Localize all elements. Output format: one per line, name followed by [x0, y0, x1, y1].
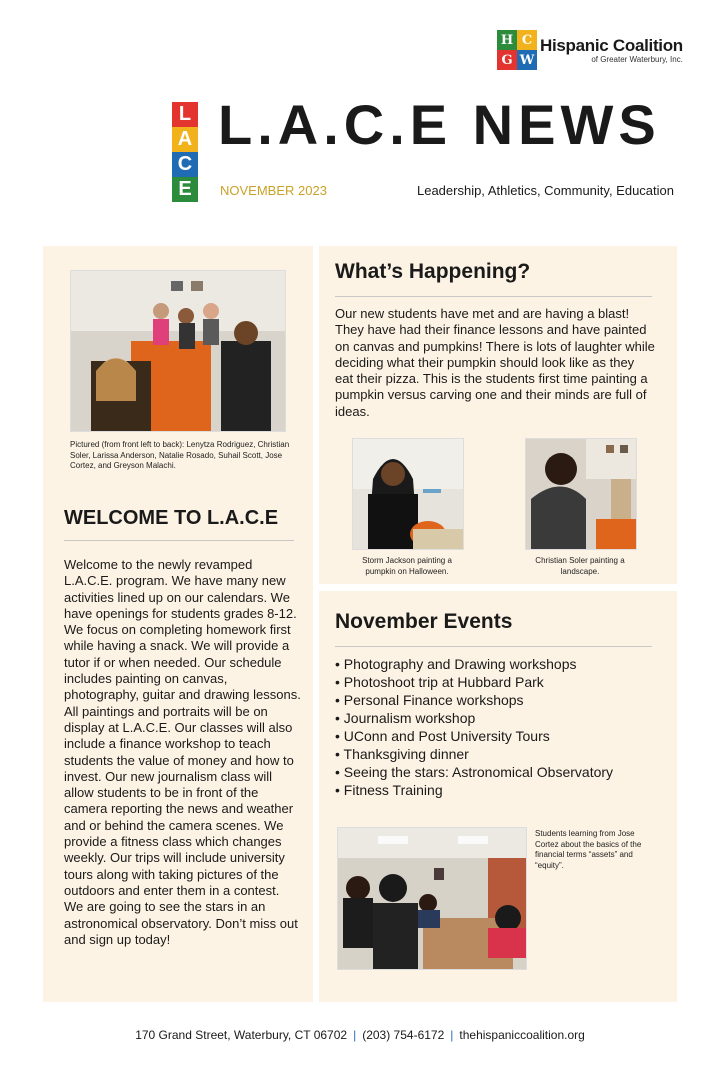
lace-block-l: L — [172, 102, 198, 127]
lace-block-a: A — [172, 127, 198, 152]
footer-separator: | — [353, 1028, 357, 1042]
logo-letter-h: H — [497, 30, 517, 50]
landscape-painting-photo — [525, 438, 637, 550]
lace-letter-blocks — [172, 102, 198, 202]
event-item: • Photoshoot trip at Hubbard Park — [335, 673, 613, 691]
event-item: • UConn and Post University Tours — [335, 727, 613, 745]
event-item: • Personal Finance workshops — [335, 691, 613, 709]
pumpkin-painting-photo — [352, 438, 464, 550]
group-photo-caption: Pictured (from front left to back): Lenytza Rodriguez, Christian Soler, Larissa Anderson, Natalie Rosado, Suhail Scott, Jose Cortez, and Greyson Malachi. — [70, 440, 290, 470]
event-item: • Fitness Training — [335, 781, 613, 799]
landscape-photo-caption: Christian Soler painting a landscape. — [535, 556, 625, 576]
events-list — [335, 655, 613, 799]
event-item: • Seeing the stars: Astronomical Observatory — [335, 763, 613, 781]
event-item: • Thanksgiving dinner — [335, 745, 613, 763]
finance-class-photo — [337, 827, 527, 970]
group-photo — [70, 270, 286, 432]
logo-letter-g: G — [497, 50, 517, 70]
issue-date: NOVEMBER 2023 — [220, 183, 327, 198]
footer-phone: (203) 754-6172 — [362, 1028, 445, 1042]
logo-grid — [497, 30, 537, 70]
happening-heading: What’s Happening? — [335, 260, 531, 283]
footer — [0, 1028, 720, 1042]
welcome-rule — [64, 540, 294, 541]
happening-body: Our new students have met and are having a blast! They have had their finance lessons and have painted on canvas and pumpkins! There is lots of laughter while deciding what their pumpkin should look like as they eat their pizza. This is the students first time painting a pumpkin versus carving one and their minds are full of ideas. — [335, 306, 655, 419]
footer-separator: | — [450, 1028, 454, 1042]
logo-letter-c: C — [517, 30, 537, 50]
events-rule — [335, 646, 652, 647]
welcome-heading: WELCOME TO L.A.C.E — [64, 507, 279, 529]
finance-photo-caption: Students learning from Jose Cortez about the basics of the financial terms “assets” and “equity”. — [535, 829, 642, 870]
lace-block-c: C — [172, 152, 198, 177]
happening-rule — [335, 296, 652, 297]
organization-logo — [497, 30, 683, 70]
welcome-body: Welcome to the newly revamped L.A.C.E. program. We have many new activities lined up on our calendars. We have openings for students grades 8-12. We focus on completing homework first while having a snack. We will provide a tutor if or when needed. Our schedule includes painting on canvas, photography, guitar and drawing lessons. All paintings and portraits will be on display at L.A.C.E. Our classes will also include a finance workshop to teach students the value of money and how to invest. Our new journalism class will allow students to be in front of the camera reporting the news and weather and or behind the camera scenes. We provide a fitness class which changes weekly. Our trips will include university tours along with taking pictures of the outdoors and enter them in a contest. We are going to see the stars in an astronomical observatory. Don’t miss out and sign up today! — [64, 557, 301, 947]
events-heading: November Events — [335, 610, 513, 633]
event-item: • Journalism workshop — [335, 709, 613, 727]
tagline: Leadership, Athletics, Community, Education — [416, 183, 674, 198]
footer-address: 170 Grand Street, Waterbury, CT 06702 — [135, 1028, 348, 1042]
pumpkin-photo-caption: Storm Jackson painting a pumpkin on Halloween. — [362, 556, 452, 576]
newsletter-title: L.A.C.E NEWS — [218, 93, 661, 156]
event-item: • Photography and Drawing workshops — [335, 655, 613, 673]
logo-subtitle: of Greater Waterbury, Inc. — [591, 55, 683, 64]
logo-name: Hispanic Coalition — [540, 36, 683, 55]
lace-block-e: E — [172, 177, 198, 202]
footer-website[interactable]: thehispaniccoalition.org — [459, 1028, 585, 1042]
logo-letter-w: W — [517, 50, 537, 70]
